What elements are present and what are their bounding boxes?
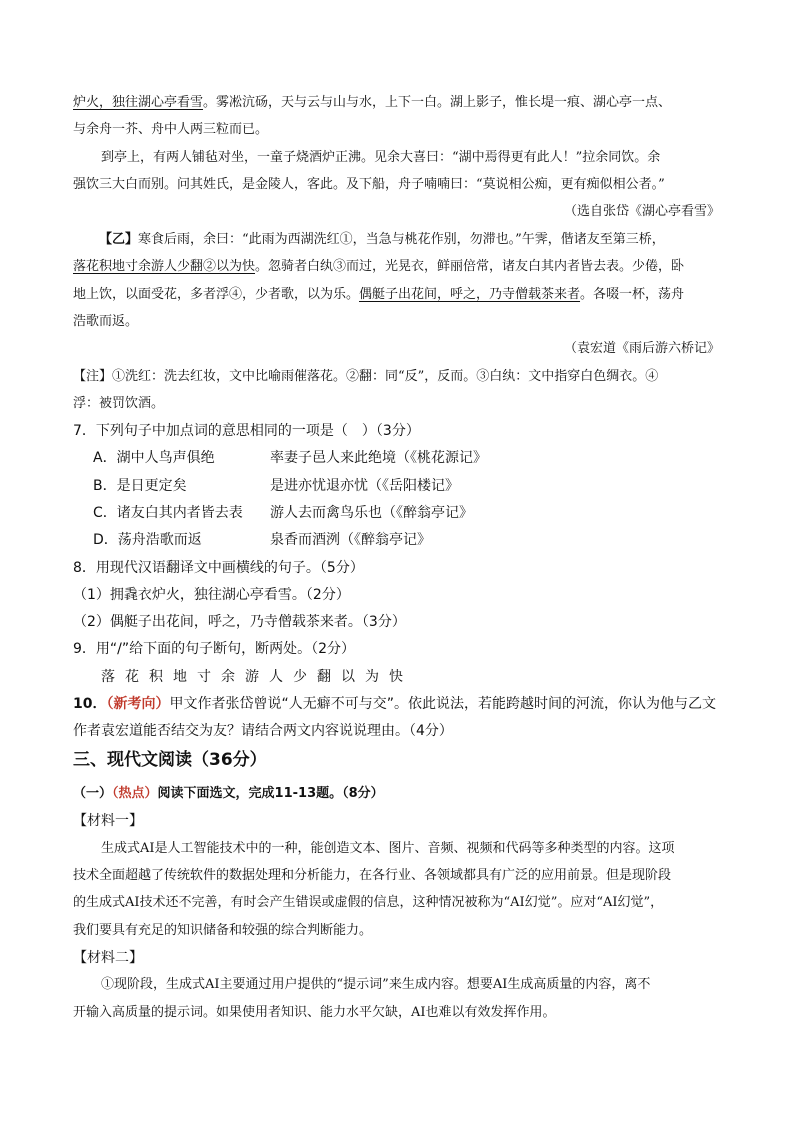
q9-sentence: 落花积地寸余游人少翻以为快	[101, 669, 413, 685]
jia-source: （选自张岱《湖心亭看雪》	[563, 204, 720, 219]
new-direction-tag: （新考向）	[106, 696, 170, 712]
material-2-line-1: ①现阶段，生成式AI主要通过用户提供的“提示词”来生成内容。想要AI生成高质量的内容，离不	[101, 977, 651, 992]
q7-stem: 7．下列句子中加点词的意思相同的一项是（ ）（3分）	[73, 423, 420, 439]
yi-line-4: 浩歌而返。	[73, 314, 139, 329]
material-1-line-4: 我们要具有充足的知识储备和较强的综合判断能力。	[73, 923, 373, 938]
material-1-line-3: 的生成式AI技术还不完善，有时会产生错误或虚假的信息，这种情况被称为“AI幻觉”。应对“AI幻觉”，	[73, 895, 664, 910]
q7-option-d: D．荡舟浩歌而返 泉香而酒洌（《醉翁亭记》	[93, 532, 431, 548]
jia-line-3: 到亭上，有两人铺毡对坐，一童子烧酒炉正沸。见余大喜曰：“湖中焉得更有此人！”拉余同饮。余	[101, 150, 661, 165]
material-1-line-1: 生成式AI是人工智能技术中的一种，能创造文本、图片、音频、视频和代码等多种类型的内容。这项	[101, 841, 675, 856]
material-2-heading: 【材料二】	[73, 950, 143, 966]
q7-option-c: C．诸友白其内者皆去表 游人去而禽鸟乐也（《醉翁亭记》	[93, 505, 473, 521]
yi-source: （袁宏道《雨后游六桥记》	[563, 341, 720, 356]
q8-sentence-1: （1）拥毳衣炉火，独往湖心亭看雪。（2分）	[73, 587, 350, 603]
jia-line-1: 炉火，独往湖心亭看雪。雾凇沆砀，天与云与山与水，上下一白。湖上影子，惟长堤一痕、湖心亭一点、	[73, 95, 672, 110]
underlined-sentence-2: 偶艇子出花间，呼之，乃寺僧载茶来者	[359, 287, 581, 302]
q10-line-2: 作者袁宏道能否结交为友？请结合两文内容说说理由。（4分）	[73, 723, 453, 739]
notes-line-2: 浮：被罚饮酒。	[73, 396, 165, 411]
underlined-phrase: 落花积地寸余游人少翻②以为快	[73, 259, 256, 274]
underlined-sentence: 炉火，独往湖心亭看雪	[73, 95, 204, 110]
q7-option-a: A．湖中人鸟声俱绝 率妻子邑人来此绝境（《桃花源记》	[93, 450, 487, 466]
q10-line-1: 10．（新考向）甲文作者张岱曾说“人无癖不可与交”。依此说法，若能跨越时间的河流，你认为他与乙文	[73, 696, 716, 712]
material-2-line-2: 开输入高质量的提示词。如果使用者知识、能力水平欠缺，AI也难以有效发挥作用。	[73, 1005, 556, 1020]
hot-topic-tag: （热点）	[112, 786, 158, 801]
jia-line-4: 强饮三大白而别。问其姓氏，是金陵人，客此。及下船，舟子喃喃曰：“莫说相公痴，更有痴似相公者。”	[73, 177, 665, 192]
jia-line-2: 与余舟一芥、舟中人两三粒而已。	[73, 122, 269, 137]
q8-stem: 8．用现代汉语翻译文中画横线的句子。（5分）	[73, 560, 364, 576]
q7-option-b: B．是日更定矣 是进亦忧退亦忧（《岳阳楼记》	[93, 478, 459, 494]
yi-line-3: 地上饮，以面受花，多者浮④，少者歌，以为乐。偶艇子出花间，呼之，乃寺僧载茶来者。各啜一杯，荡舟	[73, 287, 685, 302]
yi-line-1: 【乙】寒食后雨，余曰：“此雨为西湖洗红①，当急与桃花作别，勿滞也。”午霁，偕诸友至第三桥，	[99, 232, 665, 247]
q9-stem: 9．用“/”给下面的句子断句，断两处。（2分）	[73, 641, 356, 657]
q8-sentence-2: （2）偶艇子出花间，呼之，乃寺僧载茶来者。（3分）	[73, 614, 406, 630]
material-1-line-2: 技术全面超越了传统软件的数据处理和分析能力，在各行业、各领域都具有广泛的应用前景。但是现阶段	[73, 868, 672, 883]
section-title: 三、现代文阅读（36分）	[73, 750, 267, 770]
yi-line-2: 落花积地寸余游人少翻②以为快。忽骑者白纨③而过，光晃衣，鲜丽倍常，诸友白其内者皆去表。少倦，卧	[73, 259, 685, 274]
section-subtitle: （一）（热点）阅读下面选文，完成11-13题。（8分）	[73, 786, 384, 801]
notes-line-1: 【注】①洗红：洗去红妆，文中比喻雨催落花。②翻：同“反”，反而。③白纨：文中指穿白色绸衣。④	[73, 369, 659, 384]
material-1-heading: 【材料一】	[73, 813, 143, 829]
yi-mark: 【乙】	[99, 232, 139, 247]
